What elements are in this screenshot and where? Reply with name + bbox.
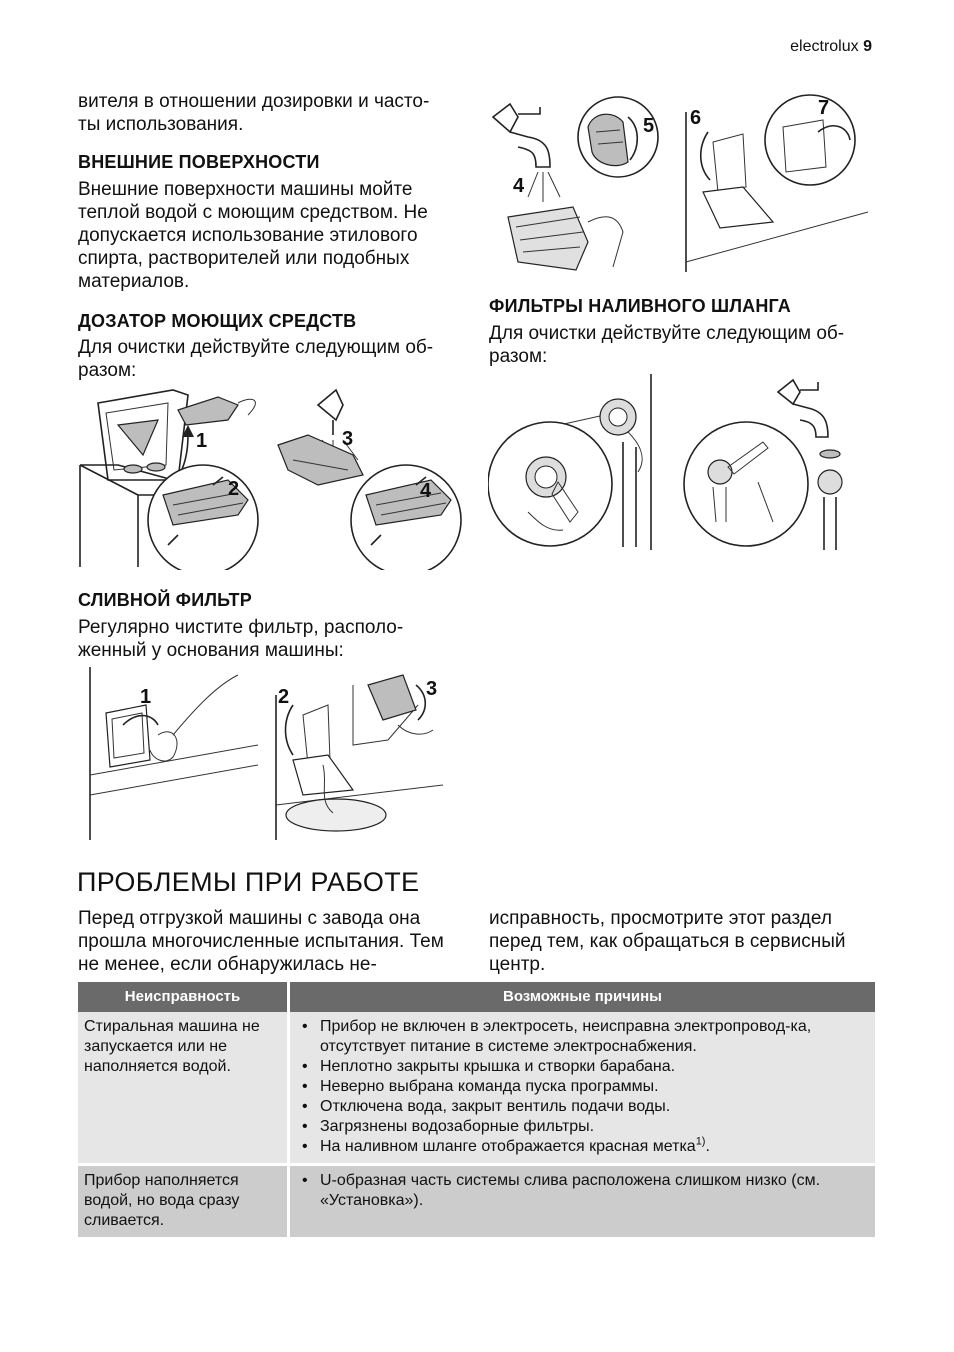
drain-filter-illustration [78,665,448,845]
external-surfaces-text: Внешние поверхности машины мойте теплой водой с моющим средством. Не допускается использование этилового спирта, растворителей или подобных материалов. [78,179,428,292]
drain-step-2: 2 [278,686,290,708]
footnote-tail: . [705,1138,710,1155]
dispenser-heading: ДОЗАТОР МОЮЩИХ СРЕДСТВ [78,311,357,331]
dispenser-step-1: 1 [196,430,208,452]
drain-filter-heading: СЛИВНОЙ ФИЛЬТР [78,590,252,610]
inlet-filters-illustration [488,372,873,557]
page-header [790,38,872,56]
dispenser-illustration [78,385,466,570]
fault-cell: Стиральная машина не запускается или не наполняется водой. [78,1012,289,1165]
cause-item: • Загрязнены водозаборные фильтры. [296,1117,869,1137]
causes-cell [289,1165,876,1238]
cause-item: • U-образная часть системы слива расположена слишком низко (см. «Установка»). [296,1171,869,1211]
drain-filter-text: Регулярно чистите фильтр, располо-женный у основания машины: [78,617,404,661]
dispenser-step-3: 3 [342,428,354,450]
top-step-4: 4 [513,175,525,197]
intro-text [78,90,429,136]
cause-item: • Отключена вода, закрыт вентиль подачи воды. [296,1097,869,1117]
cause-item-text: На наливном шланге отображается красная метка [320,1138,696,1155]
inlet-tap-illustration [488,92,873,277]
cause-item: • Неверно выбрана команда пуска программы. [296,1077,869,1097]
dispenser-step-2: 2 [228,478,240,500]
problems-intro-right: исправность, просмотрите этот раздел перед тем, как обращаться в сервисный центр. [489,908,846,975]
column-header-causes: Возможные причины [289,982,876,1012]
dispenser-text: Для очистки действуйте следующим об-разом: [78,337,434,381]
causes-list [296,1017,869,1157]
top-step-6: 6 [690,107,702,129]
causes-cell [289,1012,876,1165]
table-row [78,1012,875,1165]
cause-item [296,1137,869,1157]
inlet-filters-text: Для очистки действуйте следующим об-разом: [489,323,845,367]
intro-line-2: ты использования. [78,114,244,135]
footnote-mark: 1) [695,1135,706,1148]
intro-line-1: вителя в отношении дозировки и часто- [78,91,430,112]
external-surfaces-heading: ВНЕШНИЕ ПОВЕРХНОСТИ [78,152,320,172]
table-row [78,1165,875,1238]
brand-name: electrolux [790,38,859,55]
cause-item: • Неплотно закрыты крышка и створки барабана. [296,1057,869,1077]
table-header-row [78,982,875,1012]
top-step-7: 7 [818,97,830,119]
top-step-5: 5 [643,115,655,137]
cause-item: • Прибор не включен в электросеть, неисправна электропровод-ка, отсутствует питание в системе электроснабжения. [296,1017,869,1057]
fault-cell: Прибор наполняется водой, но вода сразу сливается. [78,1165,289,1238]
column-header-fault: Неисправность [78,982,289,1012]
causes-list [296,1171,869,1211]
problems-title: ПРОБЛЕМЫ ПРИ РАБОТЕ [77,867,420,897]
dispenser-step-4: 4 [420,480,432,502]
page-number: 9 [863,38,872,55]
inlet-filters-heading: ФИЛЬТРЫ НАЛИВНОГО ШЛАНГА [489,296,792,316]
drain-step-1: 1 [140,686,152,708]
drain-step-3: 3 [426,678,438,700]
troubleshooting-table [78,982,875,1237]
problems-intro-left: Перед отгрузкой машины с завода она прошла многочисленные испытания. Тем не менее, если обнаружилась не- [78,908,444,975]
